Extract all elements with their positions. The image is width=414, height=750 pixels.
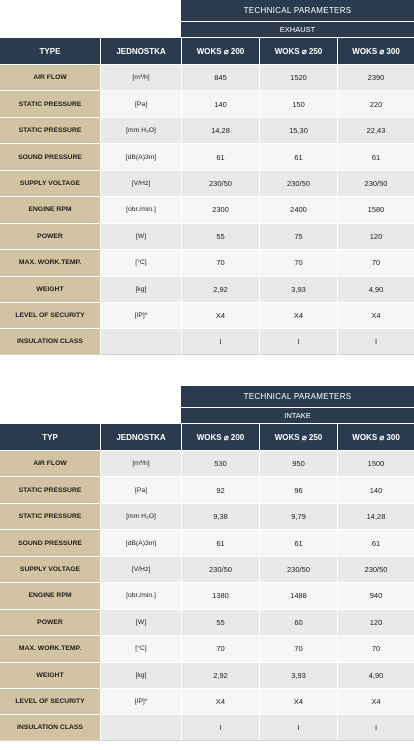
value-cell: 3,93 bbox=[259, 662, 337, 688]
value-cell: 940 bbox=[337, 582, 414, 608]
param-label: POWER bbox=[0, 223, 100, 249]
unit-cell: [Pa] bbox=[100, 476, 181, 502]
unit-cell: [mm H₂O] bbox=[100, 117, 181, 143]
title-spacer bbox=[0, 0, 181, 21]
table-row bbox=[0, 609, 414, 635]
mode-spacer bbox=[0, 407, 181, 423]
value-cell: X4 bbox=[259, 688, 337, 714]
unit-cell: [obr./min.] bbox=[100, 196, 181, 222]
value-cell: 120 bbox=[337, 223, 414, 249]
unit-cell bbox=[100, 328, 181, 354]
value-cell: 150 bbox=[259, 90, 337, 116]
value-cell: 4,90 bbox=[337, 662, 414, 688]
table-mode-row bbox=[0, 407, 414, 423]
value-cell: 70 bbox=[337, 635, 414, 661]
param-label: ENGINE RPM bbox=[0, 582, 100, 608]
table-row bbox=[0, 223, 414, 249]
column-header: TYP bbox=[0, 423, 100, 450]
unit-cell: [obr./min.] bbox=[100, 582, 181, 608]
param-label: SUPPLY VOLTAGE bbox=[0, 556, 100, 582]
unit-cell: [m³/h] bbox=[100, 64, 181, 90]
param-label: SUPPLY VOLTAGE bbox=[0, 170, 100, 196]
value-cell: 1580 bbox=[337, 196, 414, 222]
unit-cell: [m³/h] bbox=[100, 450, 181, 476]
value-cell: X4 bbox=[181, 302, 259, 328]
value-cell: 845 bbox=[181, 64, 259, 90]
table-row bbox=[0, 117, 414, 143]
value-cell: 1520 bbox=[259, 64, 337, 90]
param-label: AIR FLOW bbox=[0, 450, 100, 476]
table-row bbox=[0, 328, 414, 354]
value-cell: 70 bbox=[259, 249, 337, 275]
unit-cell: [IP]* bbox=[100, 688, 181, 714]
table-mode-row bbox=[0, 21, 414, 37]
value-cell: 60 bbox=[259, 609, 337, 635]
value-cell: 61 bbox=[259, 143, 337, 169]
table-row bbox=[0, 302, 414, 328]
value-cell: 4,90 bbox=[337, 276, 414, 302]
value-cell: 230/50 bbox=[181, 556, 259, 582]
value-cell: 9,79 bbox=[259, 503, 337, 529]
table-row bbox=[0, 662, 414, 688]
value-cell: 2,92 bbox=[181, 662, 259, 688]
param-label: AIR FLOW bbox=[0, 64, 100, 90]
param-label: INSULATION CLASS bbox=[0, 714, 100, 740]
table-row bbox=[0, 688, 414, 714]
value-cell: 75 bbox=[259, 223, 337, 249]
param-label: STATIC PRESSURE bbox=[0, 476, 100, 502]
value-cell: I bbox=[337, 328, 414, 354]
unit-cell: [V/Hz] bbox=[100, 170, 181, 196]
value-cell: 3,93 bbox=[259, 276, 337, 302]
param-label: POWER bbox=[0, 609, 100, 635]
param-label: STATIC PRESSURE bbox=[0, 117, 100, 143]
unit-cell: [kg] bbox=[100, 662, 181, 688]
table-title-row bbox=[0, 0, 414, 21]
table-mode: EXHAUST bbox=[181, 21, 414, 37]
value-cell: 950 bbox=[259, 450, 337, 476]
title-spacer bbox=[0, 386, 181, 407]
unit-cell: [Pa] bbox=[100, 90, 181, 116]
param-label: SOUND PRESSURE bbox=[0, 143, 100, 169]
column-header: WOKS ⌀ 300 bbox=[337, 37, 414, 64]
value-cell: 230/50 bbox=[181, 170, 259, 196]
value-cell: 70 bbox=[181, 249, 259, 275]
unit-cell: [W] bbox=[100, 223, 181, 249]
unit-cell: [IP]* bbox=[100, 302, 181, 328]
value-cell: 70 bbox=[337, 249, 414, 275]
value-cell: 92 bbox=[181, 476, 259, 502]
value-cell: X4 bbox=[181, 688, 259, 714]
unit-cell: [dB(A)3m] bbox=[100, 529, 181, 555]
value-cell: I bbox=[337, 714, 414, 740]
table-title: TECHNICAL PARAMETERS bbox=[181, 0, 414, 21]
unit-cell: [°C] bbox=[100, 249, 181, 275]
value-cell: 61 bbox=[337, 143, 414, 169]
table-row bbox=[0, 714, 414, 740]
param-label: LEVEL OF SECURITY bbox=[0, 688, 100, 714]
param-label: WEIGHT bbox=[0, 276, 100, 302]
value-cell: I bbox=[181, 328, 259, 354]
value-cell: X4 bbox=[259, 302, 337, 328]
param-label: ENGINE RPM bbox=[0, 196, 100, 222]
table-title: TECHNICAL PARAMETERS bbox=[181, 386, 414, 407]
value-cell: 1488 bbox=[259, 582, 337, 608]
column-header: JEDNOSTKA bbox=[100, 37, 181, 64]
params-table-intake bbox=[0, 386, 414, 741]
value-cell: 230/50 bbox=[259, 170, 337, 196]
column-header: WOKS ⌀ 200 bbox=[181, 37, 259, 64]
column-header-row bbox=[0, 37, 414, 64]
column-header: JEDNOSTKA bbox=[100, 423, 181, 450]
table-row bbox=[0, 196, 414, 222]
table-row bbox=[0, 170, 414, 196]
value-cell: 14,28 bbox=[337, 503, 414, 529]
value-cell: X4 bbox=[337, 688, 414, 714]
table-row bbox=[0, 90, 414, 116]
param-label: STATIC PRESSURE bbox=[0, 503, 100, 529]
value-cell: 2300 bbox=[181, 196, 259, 222]
value-cell: 230/50 bbox=[337, 556, 414, 582]
mode-spacer bbox=[0, 21, 181, 37]
value-cell: I bbox=[181, 714, 259, 740]
unit-cell: [V/Hz] bbox=[100, 556, 181, 582]
table-row bbox=[0, 249, 414, 275]
value-cell: I bbox=[259, 328, 337, 354]
column-header-row bbox=[0, 423, 414, 450]
value-cell: I bbox=[259, 714, 337, 740]
value-cell: 15,30 bbox=[259, 117, 337, 143]
value-cell: 61 bbox=[181, 143, 259, 169]
value-cell: 2,92 bbox=[181, 276, 259, 302]
value-cell: 2390 bbox=[337, 64, 414, 90]
table-row bbox=[0, 503, 414, 529]
param-label: STATIC PRESSURE bbox=[0, 90, 100, 116]
value-cell: 1500 bbox=[337, 450, 414, 476]
unit-cell: [°C] bbox=[100, 635, 181, 661]
value-cell: X4 bbox=[337, 302, 414, 328]
unit-cell: [mm H₂O] bbox=[100, 503, 181, 529]
column-header: WOKS ⌀ 250 bbox=[259, 423, 337, 450]
value-cell: 14,28 bbox=[181, 117, 259, 143]
value-cell: 70 bbox=[181, 635, 259, 661]
table-title-row bbox=[0, 386, 414, 407]
param-label: SOUND PRESSURE bbox=[0, 529, 100, 555]
value-cell: 22,43 bbox=[337, 117, 414, 143]
table-mode: INTAKE bbox=[181, 407, 414, 423]
params-table-exhaust bbox=[0, 0, 414, 355]
value-cell: 140 bbox=[337, 476, 414, 502]
table-row bbox=[0, 635, 414, 661]
column-header: WOKS ⌀ 200 bbox=[181, 423, 259, 450]
table-row bbox=[0, 476, 414, 502]
value-cell: 61 bbox=[259, 529, 337, 555]
table-row bbox=[0, 143, 414, 169]
value-cell: 70 bbox=[259, 635, 337, 661]
value-cell: 55 bbox=[181, 609, 259, 635]
unit-cell: [dB(A)3m] bbox=[100, 143, 181, 169]
unit-cell: [W] bbox=[100, 609, 181, 635]
table-row bbox=[0, 64, 414, 90]
value-cell: 9,38 bbox=[181, 503, 259, 529]
param-label: MAX. WORK.TEMP. bbox=[0, 635, 100, 661]
table-row bbox=[0, 556, 414, 582]
column-header: WOKS ⌀ 300 bbox=[337, 423, 414, 450]
table-row bbox=[0, 582, 414, 608]
value-cell: 61 bbox=[337, 529, 414, 555]
table-row bbox=[0, 276, 414, 302]
unit-cell bbox=[100, 714, 181, 740]
param-label: LEVEL OF SECURITY bbox=[0, 302, 100, 328]
value-cell: 120 bbox=[337, 609, 414, 635]
value-cell: 220 bbox=[337, 90, 414, 116]
table-row bbox=[0, 529, 414, 555]
column-header: WOKS ⌀ 250 bbox=[259, 37, 337, 64]
param-label: MAX. WORK.TEMP. bbox=[0, 249, 100, 275]
value-cell: 530 bbox=[181, 450, 259, 476]
column-header: TYPE bbox=[0, 37, 100, 64]
value-cell: 230/50 bbox=[259, 556, 337, 582]
value-cell: 96 bbox=[259, 476, 337, 502]
table-row bbox=[0, 450, 414, 476]
unit-cell: [kg] bbox=[100, 276, 181, 302]
param-label: INSULATION CLASS bbox=[0, 328, 100, 354]
value-cell: 230/50 bbox=[337, 170, 414, 196]
value-cell: 1380 bbox=[181, 582, 259, 608]
value-cell: 55 bbox=[181, 223, 259, 249]
param-label: WEIGHT bbox=[0, 662, 100, 688]
value-cell: 2400 bbox=[259, 196, 337, 222]
value-cell: 61 bbox=[181, 529, 259, 555]
value-cell: 140 bbox=[181, 90, 259, 116]
